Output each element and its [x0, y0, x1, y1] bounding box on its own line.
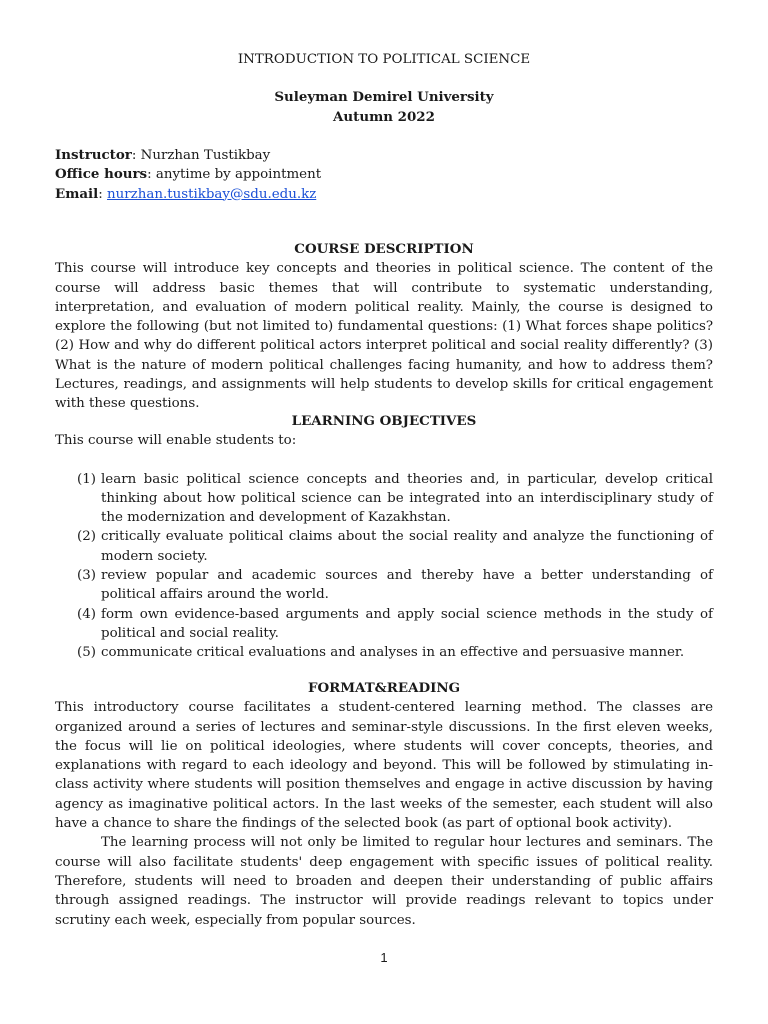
format-reading-section	[55, 679, 713, 930]
list-item-number: (1)	[77, 471, 96, 487]
list-item	[55, 527, 713, 566]
email-label: Email	[55, 185, 99, 202]
list-item-number: (5)	[77, 645, 96, 661]
list-item	[55, 470, 713, 528]
list-item-text: communicate critical evaluations and analyses in an effective and persuasive manner.	[101, 645, 685, 661]
list-item	[55, 643, 713, 662]
list-item-text: review popular and academic sources and thereby have a better understanding of political affairs around the world.	[101, 568, 713, 603]
document-header	[55, 50, 713, 127]
office-hours-label: Office hours	[55, 166, 148, 183]
email-link[interactable]: nurzhan.tustikbay@sdu.edu.kz	[107, 186, 317, 202]
course-description-section	[55, 240, 713, 414]
list-item-text: learn basic political science concepts and theories and, in particular, develop critical thinking about how political science can be integrated into an interdisciplinary study of the modernization and development of Kazakhstan.	[101, 471, 713, 526]
learning-objectives-intro: This course will enable students to:	[55, 433, 297, 449]
office-hours-value: anytime by appointment	[155, 167, 322, 183]
instructor-info	[55, 146, 713, 204]
course-description-heading: COURSE DESCRIPTION	[294, 241, 474, 257]
list-item-number: (2)	[77, 529, 96, 545]
format-paragraph-2: The learning process will not only be limited to regular hour lectures and seminars. The course will also facilitate students' deep engagement with specific issues of political reality. Therefore, students will need to broaden and deepen their understanding of public affairs through assigned readings. The instructor will provide readings relevant to topics under scrutiny each week, especially from popular sources.	[55, 835, 713, 928]
list-item	[55, 566, 713, 605]
list-item-text: form own evidence-based arguments and apply social science methods in the study of political and social reality.	[101, 606, 713, 641]
page-title: INTRODUCTION TO POLITICAL SCIENCE	[237, 52, 531, 67]
list-item-number: (3)	[77, 568, 96, 584]
instructor-label: Instructor	[55, 147, 132, 163]
list-item-number: (4)	[77, 606, 96, 622]
objectives-list	[55, 470, 713, 663]
format-paragraph-1: This introductory course facilitates a student-centered learning method. The classes are organized around a series of lectures and seminar-style discussions. In the first eleven weeks, the focus will lie on political ideologies, where students will cover concepts, theories, and explanations with regard to each ideology and beyond. This will be followed by stimulating in-class activity where students will position themselves and engage in active discussion by having agency as imaginative political actors. In the last weeks of the semester, each student will also have a chance to share the findings of the selected book (as part of optional book activity).	[55, 700, 713, 832]
email-line: Email: nurzhan.tustikbay@sdu.edu.kz	[55, 185, 317, 202]
course-description-text: This course will introduce key concepts and theories in political science. The content of the course will address basic themes that will contribute to systematic understanding, interpretation, and evaluation of modern political reality. Mainly, the course is designed to explore the following (but not limited to) fundamental questions: (1) What forces shape politics? (2) How and why do different political actors interpret political and social reality differently? (3) What is the nature of modern political challenges facing humanity, and how to address them? Lectures, readings, and assignments will help students to develop skills for critical engagement with these questions.	[55, 261, 713, 412]
learning-objectives-section	[55, 412, 713, 663]
list-item	[55, 605, 713, 644]
university-name: Suleyman Demirel University	[274, 89, 494, 106]
learning-objectives-heading: LEARNING OBJECTIVES	[291, 413, 477, 429]
list-item-text: critically evaluate political claims about the social reality and analyze the functioning of modern society.	[101, 529, 713, 564]
term: Autumn 2022	[333, 108, 435, 125]
page-number: 1	[380, 950, 388, 965]
format-reading-heading: FORMAT&READING	[307, 680, 461, 696]
instructor-name: Nurzhan Tustikbay	[140, 148, 271, 163]
office-hours-line: Office hours: anytime by appointment	[55, 166, 322, 183]
instructor-line: Instructor: Nurzhan Tustikbay	[55, 147, 271, 163]
